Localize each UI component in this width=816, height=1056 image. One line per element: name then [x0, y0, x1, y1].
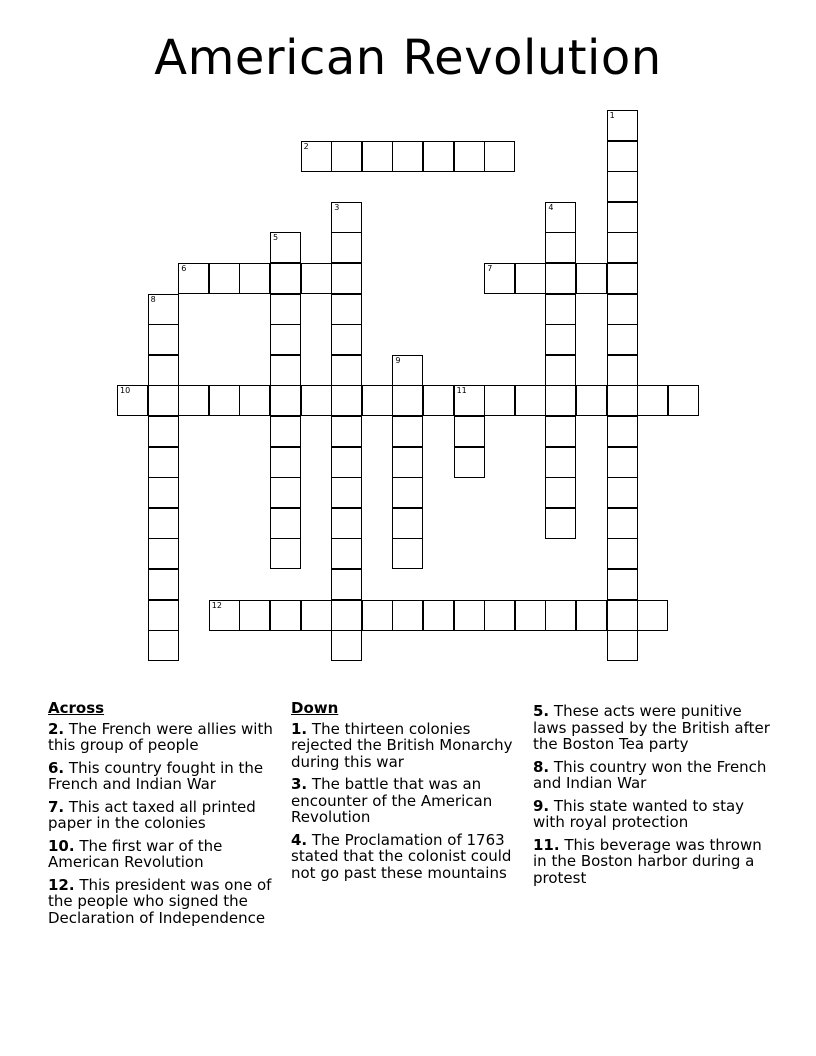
grid-cell[interactable]	[270, 600, 301, 631]
clue-item	[48, 760, 284, 793]
grid-cell[interactable]	[607, 263, 638, 294]
grid-cell[interactable]	[545, 447, 576, 478]
grid-cell[interactable]	[576, 263, 607, 294]
grid-cell[interactable]	[362, 385, 393, 416]
grid-cell[interactable]	[607, 294, 638, 325]
grid-cell[interactable]	[331, 569, 362, 600]
grid-cell[interactable]	[607, 141, 638, 172]
grid-cell[interactable]	[454, 385, 485, 416]
clue-item	[48, 799, 284, 832]
clue-number: 11	[456, 386, 467, 396]
grid-cell[interactable]	[148, 294, 179, 325]
clue-item	[533, 703, 773, 753]
grid-cell[interactable]	[545, 355, 576, 386]
across-heading: Across	[48, 699, 105, 717]
clue-item-number: 6.	[48, 758, 65, 777]
grid-cell[interactable]	[148, 600, 179, 631]
grid-cell[interactable]	[270, 355, 301, 386]
grid-cell[interactable]	[331, 447, 362, 478]
grid-cell[interactable]	[454, 447, 485, 478]
grid-cell[interactable]	[331, 508, 362, 539]
grid-cell[interactable]	[392, 447, 423, 478]
grid-cell[interactable]	[392, 538, 423, 569]
clue-number: 6	[181, 264, 187, 273]
grid-cell[interactable]	[148, 416, 179, 447]
down-clues-column	[291, 700, 519, 887]
grid-cell[interactable]	[270, 538, 301, 569]
clue-item	[533, 798, 773, 831]
grid-cell[interactable]	[668, 385, 699, 416]
clue-item	[48, 877, 284, 927]
clue-number: 3	[334, 202, 340, 212]
grid-cell[interactable]	[545, 416, 576, 447]
grid-cell[interactable]	[637, 600, 668, 631]
grid-cell[interactable]	[239, 600, 270, 631]
clue-item-number: 12.	[48, 875, 75, 894]
clue-number: 8	[150, 294, 156, 304]
grid-cell[interactable]	[270, 508, 301, 539]
clue-item-number: 10.	[48, 836, 75, 855]
clue-item-text: The Proclamation of 1763 stated that the colonist could not go past these mountains	[291, 830, 512, 882]
grid-cell[interactable]	[331, 294, 362, 325]
grid-cell[interactable]	[607, 385, 638, 416]
clue-item-text: The first war of the American Revolution	[48, 836, 223, 871]
clue-number: 2	[303, 141, 309, 151]
grid-cell[interactable]	[454, 416, 485, 447]
grid-cell[interactable]	[331, 202, 362, 233]
grid-cell[interactable]	[607, 477, 638, 508]
grid-cell[interactable]	[607, 508, 638, 539]
grid-cell[interactable]	[607, 416, 638, 447]
grid-cell[interactable]	[148, 538, 179, 569]
grid-cell[interactable]	[607, 232, 638, 263]
clue-item-text: This country won the French and Indian War	[533, 757, 767, 792]
clue-item-text: This state wanted to stay with royal protection	[533, 796, 745, 831]
grid-cell[interactable]	[270, 324, 301, 355]
clue-item	[48, 721, 284, 754]
clue-number: 12	[211, 600, 222, 610]
clue-item	[291, 776, 519, 826]
clue-item-text: This beverage was thrown in the Boston harbor during a protest	[533, 835, 762, 887]
down-clue-list-continued	[533, 703, 773, 886]
across-clues-column	[48, 700, 284, 932]
grid-cell[interactable]	[515, 263, 546, 294]
grid-cell[interactable]	[392, 355, 423, 386]
grid-cell[interactable]	[515, 600, 546, 631]
grid-cell[interactable]	[576, 385, 607, 416]
grid-cell[interactable]	[117, 385, 148, 416]
grid-cell[interactable]	[331, 263, 362, 294]
grid-cell[interactable]	[545, 294, 576, 325]
grid-cell[interactable]	[545, 600, 576, 631]
grid-cell[interactable]	[270, 477, 301, 508]
clue-item-text: These acts were punitive laws passed by the British after the Boston Tea party	[533, 702, 770, 753]
clue-item	[533, 759, 773, 792]
grid-cell[interactable]	[607, 569, 638, 600]
grid-cell[interactable]	[545, 324, 576, 355]
grid-cell[interactable]	[607, 630, 638, 661]
grid-cell[interactable]	[148, 385, 179, 416]
clue-item	[48, 838, 284, 871]
clue-item-number: 7.	[48, 797, 65, 816]
grid-cell[interactable]	[392, 600, 423, 631]
grid-cell[interactable]	[423, 600, 454, 631]
clue-item	[291, 721, 519, 771]
grid-cell[interactable]	[270, 263, 301, 294]
down-clues-column-continued	[533, 703, 773, 892]
grid-cell[interactable]	[331, 355, 362, 386]
down-heading: Down	[291, 699, 339, 717]
across-clue-list	[48, 721, 284, 927]
grid-cell[interactable]	[392, 416, 423, 447]
grid-cell[interactable]	[148, 324, 179, 355]
clue-item-text: This president was one of the people who signed the Declaration of Independence	[48, 875, 272, 927]
grid-cell[interactable]	[545, 385, 576, 416]
grid-cell[interactable]	[331, 324, 362, 355]
grid-cell[interactable]	[331, 600, 362, 631]
grid-cell[interactable]	[148, 508, 179, 539]
grid-cell[interactable]	[270, 294, 301, 325]
clue-item-number: 4.	[291, 830, 308, 849]
clue-item	[291, 832, 519, 882]
grid-cell[interactable]	[576, 600, 607, 631]
clue-item-number: 3.	[291, 775, 308, 793]
grid-cell[interactable]	[484, 263, 515, 294]
clue-number: 9	[395, 355, 401, 365]
grid-cell[interactable]	[239, 385, 270, 416]
grid-cell[interactable]	[484, 600, 515, 631]
grid-cell[interactable]	[392, 141, 423, 172]
grid-cell[interactable]	[178, 385, 209, 416]
grid-cell[interactable]	[362, 600, 393, 631]
grid-cell[interactable]	[209, 600, 240, 631]
clue-item-text: This act taxed all printed paper in the colonies	[48, 797, 256, 832]
grid-cell[interactable]	[331, 538, 362, 569]
grid-cell[interactable]	[515, 385, 546, 416]
grid-cell[interactable]	[331, 232, 362, 263]
grid-cell[interactable]	[637, 385, 668, 416]
grid-cell[interactable]	[301, 385, 332, 416]
grid-cell[interactable]	[607, 447, 638, 478]
grid-cell[interactable]	[607, 600, 638, 631]
grid-cell[interactable]	[545, 202, 576, 233]
page-title: American Revolution	[154, 30, 662, 86]
clue-item-number: 2.	[48, 719, 65, 738]
grid-cell[interactable]	[392, 477, 423, 508]
clue-item-number: 8.	[533, 757, 550, 776]
grid-cell[interactable]	[607, 202, 638, 233]
clue-item-text: This country fought in the French and Indian War	[48, 758, 264, 793]
grid-cell[interactable]	[545, 232, 576, 263]
grid-cell[interactable]	[148, 569, 179, 600]
grid-cell[interactable]	[270, 232, 301, 263]
grid-cell[interactable]	[270, 385, 301, 416]
grid-cell[interactable]	[209, 263, 240, 294]
clue-number: 10	[120, 386, 131, 396]
grid-cell[interactable]	[270, 416, 301, 447]
clue-number: 4	[548, 202, 554, 212]
grid-cell[interactable]	[301, 600, 332, 631]
grid-cell[interactable]	[545, 477, 576, 508]
grid-cell[interactable]	[607, 171, 638, 202]
clue-item-text: The thirteen colonies rejected the British Monarchy during this war	[291, 719, 513, 771]
grid-cell[interactable]	[148, 355, 179, 386]
grid-cell[interactable]	[362, 141, 393, 172]
grid-cell[interactable]	[148, 447, 179, 478]
clue-number: 1	[609, 111, 615, 120]
grid-cell[interactable]	[607, 324, 638, 355]
grid-cell[interactable]	[178, 263, 209, 294]
grid-cell[interactable]	[454, 600, 485, 631]
grid-cell[interactable]	[331, 477, 362, 508]
grid-cell[interactable]	[148, 477, 179, 508]
clue-number: 5	[273, 233, 279, 243]
grid-cell[interactable]	[454, 141, 485, 172]
grid-cell[interactable]	[209, 385, 240, 416]
clue-item-text: The French were allies with this group of people	[48, 719, 273, 754]
grid-cell[interactable]	[331, 630, 362, 661]
grid-cell[interactable]	[270, 447, 301, 478]
grid-cell[interactable]	[607, 110, 638, 141]
grid-cell[interactable]	[484, 141, 515, 172]
down-clue-list	[291, 721, 519, 882]
grid-cell[interactable]	[484, 385, 515, 416]
clue-item	[533, 837, 773, 887]
grid-cell[interactable]	[148, 630, 179, 661]
grid-cell[interactable]	[301, 263, 332, 294]
clue-item-number: 1.	[291, 719, 308, 738]
grid-cell[interactable]	[607, 538, 638, 569]
clue-number: 7	[487, 264, 493, 273]
grid-cell[interactable]	[545, 263, 576, 294]
grid-cell[interactable]	[607, 355, 638, 386]
grid-cell[interactable]	[239, 263, 270, 294]
clue-item-text: The battle that was an encounter of the American Revolution	[291, 775, 493, 826]
grid-cell[interactable]	[331, 141, 362, 172]
grid-cell[interactable]	[331, 385, 362, 416]
grid-cell[interactable]	[423, 385, 454, 416]
grid-cell[interactable]	[392, 508, 423, 539]
clue-item-number: 9.	[533, 796, 550, 815]
grid-cell[interactable]	[331, 416, 362, 447]
grid-cell[interactable]	[423, 141, 454, 172]
clue-item-number: 5.	[533, 702, 550, 720]
grid-cell[interactable]	[301, 141, 332, 172]
grid-cell[interactable]	[392, 385, 423, 416]
clue-item-number: 11.	[533, 835, 560, 854]
grid-cell[interactable]	[545, 508, 576, 539]
